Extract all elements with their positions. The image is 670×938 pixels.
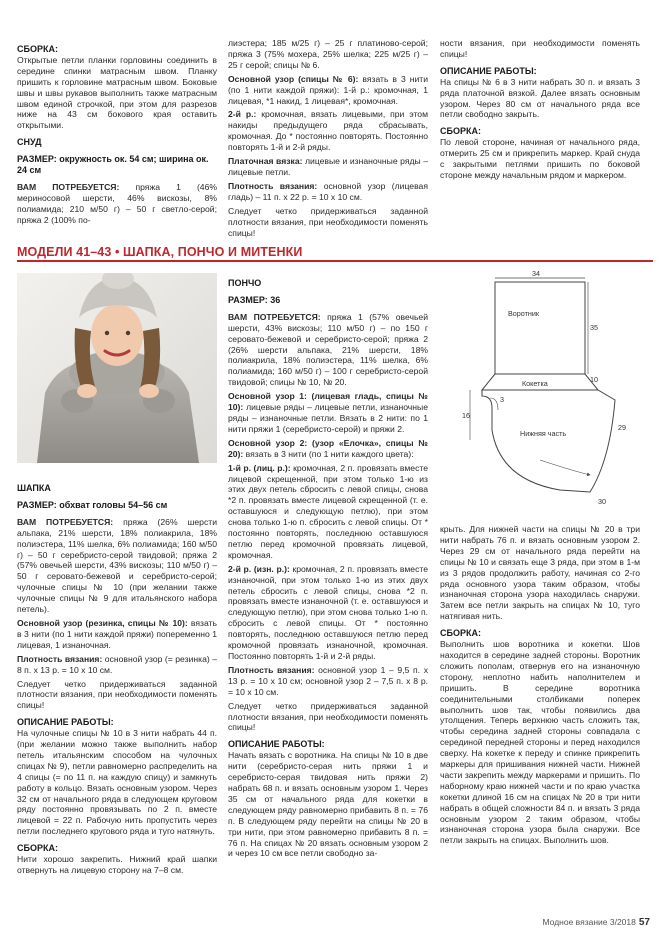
paragraph-text: вязать в 3 нити (по 1 нити каждого цвета): — [243, 448, 414, 459]
magazine-issue: Модное вязание 3/2018 — [542, 917, 636, 927]
section-heading: ОПИСАНИЕ РАБОТЫ: — [17, 717, 114, 728]
paragraph: Следует четко придерживаться заданной плотности вязания, при необходимости поменять спицы! — [17, 678, 217, 711]
dim-yoke: 10 — [590, 375, 598, 384]
paragraph-label: Основной узор (резинка, спицы № 10): — [17, 617, 188, 628]
model-photo — [17, 273, 217, 463]
label-collar: Воротник — [508, 309, 540, 318]
paragraph-text: пряжа 1 (57% овечьей шерсти, 43% вискозы; 110 м/50 г) – по 150 г серовато-бежевой и серебристо-серой; пряжа 2 (26% шерсти альпака, 21% шерсти, 18% полиакрила, 18% полиэстера, 11% шелка, 6% полиамида; 160 м/50 г) – 100 г серебристо-серой твидовой; спицы № 10, № 20. — [228, 311, 429, 388]
model-photo-illustration — [17, 273, 217, 463]
paragraph: Нити хорошо закрепить. Нижний край шапки отвернуть на лицевую сторону на 7–8 см. — [17, 854, 217, 875]
paragraph-label: ВАМ ПОТРЕБУЕТСЯ: — [17, 181, 120, 192]
paragraph-text: лицевые и изнаночные ряды – лицевые петли. — [228, 156, 428, 177]
dim-left: 16 — [462, 411, 470, 420]
labeled-paragraph — [228, 181, 428, 203]
paragraph-label: 2-й р. (изн. р.): — [228, 563, 290, 574]
labeled-paragraph — [17, 654, 217, 676]
paragraph: ности вязания, при необходимости поменять спицы! — [440, 38, 640, 59]
size-line — [17, 500, 217, 511]
paragraph: Выполнить шов воротника и кокетки. Шов находится в середине задней стороны. Воротник сложить пополам, отвернув его на изнаночную сторону, неплотно набить наполнителем и пришить. В середине воротника соединительными столбиками поперек выполнить шов так, чтобы появились два утолщения. Теперь верхнюю часть сложить так, чтобы середина задней стороны совпадала с серединой передней стороны и перед находился сверху. На кокетке к переду и спинке прикрепить маркеры для пришивания нижней части. Нижней части закрепить между маркерами и пришить. По наборному краю нижней части и по краю участка кокетки длиной 16 см на спицах № 20 в три нити набрать в общей сложности 84 п. и вязать 3 ряда основным узором 2 таким образом, чтобы изнаночная сторона узора была снаружи. Все петли закрыть на спицах. Выполнить шов. — [440, 639, 640, 846]
paragraph-text: кромочная, 2 п. провязать вместе лицевой скрещенной, при этом только 1-ю из этих двух петель сбросить с левой спицы, снова *2 п. провязать вместе лицевой скрещенной (т. е. оставшуюся и следующую петлю), при этом снова только 1-ю п. сбросить с левой спицы. От * постоянно повторять, последнюю оставшуюся петлю перед кромочной провязать лицевой, кромочная. — [228, 462, 428, 560]
paragraph-label: 2-й р.: — [228, 109, 257, 120]
dim-collar: 35 — [590, 323, 598, 332]
paragraph-label: Плотность вязания: — [228, 664, 315, 675]
lead-label: РАЗМЕР: — [228, 294, 268, 305]
labeled-paragraph — [228, 665, 428, 698]
section-heading: ПОНЧО — [228, 278, 262, 288]
section-heading: ШАПКА — [17, 483, 51, 493]
label-yoke: Кокетка — [522, 379, 548, 388]
top-column-2 — [228, 38, 428, 241]
poncho-schematic — [440, 270, 655, 520]
lead-label: РАЗМЕР: — [17, 499, 57, 510]
size-line — [228, 295, 428, 306]
paragraph: На спицы № 6 в 3 нити набрать 30 п. и вязать 3 ряда платочной вязкой. Далее вязать основным узором. Через 80 см от начального ряда все петли свободно закрыть. — [440, 76, 640, 120]
labeled-paragraph — [228, 391, 428, 435]
labeled-paragraph — [228, 312, 428, 388]
labeled-paragraph — [17, 517, 217, 615]
paragraph: Открытые петли планки горловины соединить в середине спинки матрасным швом. Планку пришить к горловине матрасным швом. Боковые швы и швы рукавов выполнить также матрасным швом единой строчкой, при этом для разрезов ниже на 43 см бокового края оставить открытыми. — [17, 54, 217, 131]
paragraph: По левой стороне, начиная от начального ряда, отмерить 25 см и прикрепить маркер. Край снуда с закрытыми петлями пришить по боковой стороне между начальным рядом и маркером. — [440, 137, 640, 180]
top-column-3 — [440, 38, 640, 184]
labeled-paragraph — [228, 463, 428, 561]
paragraph: Следует четко придерживаться заданной плотности вязания, при необходимости поменять спицы! — [228, 700, 428, 733]
paragraph-label: 1-й р. (лиц. р.): — [228, 462, 291, 473]
labeled-paragraph — [17, 618, 217, 651]
paragraph-text: кромочная, вязать лицевыми, при этом накиды предыдущего ряда сбрасывать, кромочная. До * постоянно повторять. Постоянно повторять 1-й и 2-й ряды. — [228, 109, 428, 153]
paragraph-text: пряжа 1 (46% мериносовой шерсти, 46% вискозы, 8% полиамида; 210 м/50 г) – 50 г светло-серой; пряжа 2 (100% по- — [17, 181, 218, 225]
labeled-paragraph — [17, 182, 217, 226]
paragraph-text: основной узор (= резинка) – 8 п. х 13 р. = 10 х 10 см. — [17, 653, 217, 675]
dim-top: 34 — [532, 270, 540, 278]
labeled-paragraph — [228, 438, 428, 460]
lead-value: окружность ок. 54 см; ширина ок. 24 см — [17, 154, 209, 176]
paragraph-text: вязать в 3 нити (по 1 нити каждой пряжи): 1-й р.: кромочная, 1 лицевая, *1 накид, 1 лицевая*, кромочная. — [228, 73, 428, 106]
dim-small: 3 — [500, 395, 504, 404]
paragraph: Следует четко придерживаться заданной плотности вязания, при необходимости поменять спицы! — [228, 205, 428, 238]
paragraph-text: основной узор (лицевая гладь) – 11 п. х 22 р. = 10 х 10 см. — [228, 180, 428, 202]
poncho-column — [228, 272, 428, 862]
section-heading: СБОРКА: — [440, 628, 481, 639]
paragraph: лиэстера; 185 м/25 г) – 25 г платиново-серой; пряжа 3 (75% мохера, 25% шелка; 225 м/25 г) – 25 г серой; спицы № 6. — [228, 38, 428, 70]
lead-value: 36 — [267, 294, 281, 305]
size-line — [17, 154, 217, 176]
paragraph: крыть. Для нижней части на спицы № 20 в три нити набрать 76 п. и вязать основным узором 2. Через 29 см от начального ряда перейти на спицы № 10 и связать еще 3 ряда, при этом в 1-м из 3 рядов продолжить работу, начиная со 2-го ряда основного узора таким образом, чтобы изнаночная сторона узора находилась снаружи. Затем все петли закрыть на спицах № 10, туго натягивая нить. — [440, 524, 640, 622]
paragraph: Начать вязать с воротника. На спицы № 10 в две нити (серебристо-серая нить пряжи 1 и серебристо-серая твидовая нить пряжи 2) набрать 68 п. и вязать основным узором 1. Через 35 см от начального ряда для кокетки в следующем ряду равномерно прибавить 8 п. = 76 п. В следующем ряду перейти на спицы № 20 в три нити, при этом равномерно прибавить 8 п. = 76 п. На спицах № 20 вязать основным узором 2 и через 10 см все петли свободно за- — [228, 750, 428, 859]
section-heading: СБОРКА: — [17, 843, 58, 854]
dim-right: 29 — [618, 423, 626, 432]
section-divider — [17, 260, 653, 262]
paragraph-text: кромочная, 2 п. провязать вместе изнаночной, при этом только 1-ю из этих двух петель сбросить с левой спицы, снова *2 п. провязать вместе изнаночной (т. е. оставшуюся и следующую петлю), при этом снова только 1-ю п. сбросить с левой спицы. От * постоянно повторять, последнюю оставшуюся петлю перед кромочной провязать изнаночной, кромочная. Постоянно повторять 1-й и 2-й ряды. — [228, 563, 428, 661]
paragraph-label: Плотность вязания: — [17, 653, 103, 664]
section-heading: СБОРКА: — [440, 126, 481, 137]
labeled-paragraph — [228, 156, 428, 178]
dim-bottom: 30 — [598, 497, 606, 506]
paragraph-label: ВАМ ПОТРЕБУЕТСЯ: — [228, 311, 321, 322]
paragraph-text: лицевые ряды – лицевые петли, изнаночные ряды – изнаночные петли. Вязать в 2 нити: по 1 нити пряжи 1 (серебристо-серой) и пряжи 2. — [228, 402, 428, 434]
section-heading: СНУД — [17, 137, 42, 148]
hat-column — [17, 477, 217, 879]
paragraph-label: ВАМ ПОТРЕБУЕТСЯ: — [17, 516, 114, 527]
paragraph-label: Плотность вязания: — [228, 180, 318, 191]
paragraph: На чулочные спицы № 10 в 3 нити набрать 44 п. (при желании можно также выполнить набор петель итальянским способом на чулочных спицах № 9), петли равномерно распределить на 4 спицы (= по 11 п. на каждую спицу) и замкнуть работу в кольцо. Вязать основным узором. Через 32 см от начального ряда в следующем круговом ряду постоянно провязывать по 2 п. вместе лицевой = 22 п. Рабочую нить пропустить через петли последнего кругового ряда и туго натянуть. — [17, 728, 217, 837]
lower-part-shape — [482, 390, 615, 492]
section-heading: ОПИСАНИЕ РАБОТЫ: — [228, 739, 325, 750]
top-column-1 — [17, 38, 217, 229]
paragraph-label: Платочная вязка: — [228, 156, 303, 167]
lead-value: обхват головы 54–56 см — [56, 499, 168, 510]
lead-label: РАЗМЕР: — [17, 154, 57, 165]
label-lower: Нижняя часть — [520, 429, 567, 438]
paragraph-label: Основной узор (спицы № 6): — [228, 73, 359, 84]
labeled-paragraph — [228, 564, 428, 662]
labeled-paragraph — [228, 109, 428, 153]
poncho-continued-column — [440, 524, 640, 849]
section-heading: СБОРКА: — [17, 44, 58, 54]
section-heading: ОПИСАНИЕ РАБОТЫ: — [440, 65, 537, 76]
page-number: 57 — [638, 917, 650, 928]
page-footer — [543, 917, 651, 928]
paragraph-text: основной узор 1 – 9,5 п. х 13 р. = 10 х 10 см; основной узор 2 – 7,5 п. х 8 р. = 10 х 10 см. — [228, 664, 428, 697]
paragraph-text: пряжа (26% шерсти альпака, 21% шерсти, 18% полиакрила, 18% полиэстера, 11% шелка, 6% полиамида; 160 м/50 г) – 50 г серебристо-серой твидовой; пряжа 2 (57% овечьей шерсти, 43% вискозы; 110 м/50 г) – 50 г серовато-бежевой и серебристо-серой; чулочные спицы № 10 (при желании также чулочные спицы № 9 для итальянского набора петель). — [17, 516, 217, 615]
collar-shape — [495, 282, 585, 374]
section-header — [17, 241, 653, 261]
paragraph-label: Основной узор 2: (узор «Елочка», спицы № 20): — [228, 437, 428, 459]
paragraph-text: вязать в 3 нити (по 1 нити каждой пряжи) попеременно 1 лицевая, 1 изнаночная. — [17, 617, 217, 650]
section-title: МОДЕЛИ 41–43 • ШАПКА, ПОНЧО И МИТЕНКИ — [17, 245, 303, 259]
paragraph-label: Основной узор 1: (лицевая гладь, спицы № 10): — [228, 391, 428, 413]
labeled-paragraph — [228, 74, 428, 107]
